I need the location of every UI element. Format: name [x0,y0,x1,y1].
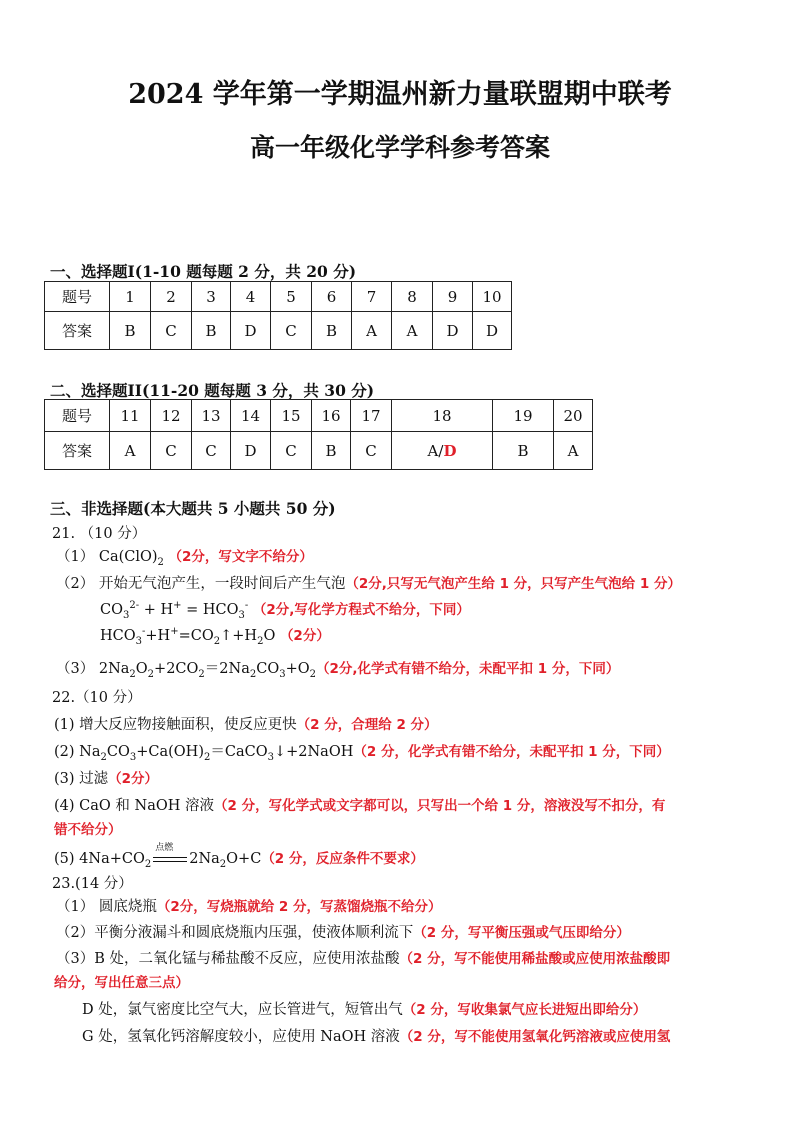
q-number-7: 7 [352,282,392,312]
q-number-8: 8 [392,282,433,312]
answer-table-2 [44,399,593,470]
q21-part3: （3） $2Na_2O_2+2CO_2=2Na_2CO_3+O_2(2$分,化学式有错不给分，未配平扣 1 分，下同） [56,661,620,680]
q-number-6: 16 [312,400,351,432]
q-answer-10: D [473,312,512,350]
row-label: 题号 [45,282,110,312]
q-number-10: 10 [473,282,512,312]
q22-part5: (5) $4Na+CO_2$ 点燃 $2Na_2O+C(2$ 分，反应条件不要求） [54,843,424,870]
q-number-2: 12 [151,400,192,432]
q21-part2: （2） 开始无气泡产生，一段时间后产生气泡（2分,只写无气泡产生给 1 分，只写产生气泡给 1 分） [56,576,681,592]
q21-part1: （1） $Ca(ClO)_2$ （2分，写文字不给分） [56,549,313,568]
q-number-9: 19 [493,400,554,432]
answer-table-1 [44,281,512,350]
q21-title: 21. （10 分） [52,526,147,542]
q-answer-3: C [192,432,231,470]
section2-heading: 二、选择题II(11-20 题每题 3 分，共 30 分) [50,381,375,400]
q-number-8: 18 [392,400,493,432]
q-number-2: 2 [151,282,192,312]
q-number-5: 15 [271,400,312,432]
page-subtitle: 高一年级化学学科参考答案 [249,133,550,162]
q22-part4-cont: 错不给分） [54,822,122,838]
q22-part2: (2) $Na_2CO_3+Ca(OH)_2=CaCO_3↓+2NaOH(2$ 分，化学式有错不给分，未配平扣 1 分，下同） [54,744,670,763]
q-number-10: 20 [554,400,593,432]
q-number-6: 6 [312,282,352,312]
q-number-4: 14 [231,400,271,432]
q-answer-1: A [110,432,151,470]
q22-part4: (4) CaO 和 NaOH 溶液（2 分，写化学式或文字都可以，只写出一个给 1 分，溶液没写不扣分，有 [54,798,666,814]
page-title: 2024 学年第一学期温州新力量联盟期中联考 [128,79,672,110]
reaction-condition: 点燃 [151,851,189,867]
q21-part2-eq1: $CO_3^{2-} + H^+ = HCO_3^-$ （2分,写化学方程式不给分，下同） [100,600,470,621]
q22-part3: (3) 过滤（2分） [54,771,159,787]
q-answer-2: C [151,432,192,470]
q23-part3-g: G 处，氢氧化钙溶解度较小，应使用 NaOH 溶液（2 分，写不能使用氢氧化钙溶液或应使用氢 [82,1029,671,1045]
q-answer-10: A [554,432,593,470]
row-label: 题号 [45,400,110,432]
section1-heading: 一、选择题I(1-10 题每题 2 分，共 20 分) [50,262,357,281]
q-answer-4: D [231,432,271,470]
q-number-3: 3 [192,282,231,312]
q-answer-9: D [433,312,473,350]
q23-title: 23.(14 分） [52,876,133,892]
q-number-7: 17 [351,400,392,432]
q-answer-7: C [351,432,392,470]
q-number-5: 5 [271,282,312,312]
q-answer-8: A/D [392,432,493,470]
q-number-3: 13 [192,400,231,432]
q23-part3: （3）B 处，二氧化锰与稀盐酸不反应，应使用浓盐酸（2 分，写不能使用稀盐酸或应使用浓盐酸即 [56,951,671,967]
q-answer-8: A [392,312,433,350]
q-answer-6: B [312,312,352,350]
q-answer-5: C [271,312,312,350]
q-answer-9: B [493,432,554,470]
q-number-1: 11 [110,400,151,432]
row-label: 答案 [45,312,110,350]
q23-part2: （2）平衡分液漏斗和圆底烧瓶内压强，使液体顺利流下（2 分，写平衡压强或气压即给分） [56,925,630,941]
row-label: 答案 [45,432,110,470]
q23-part3-cont: 给分，写出任意三点） [54,975,189,991]
q-answer-1: B [110,312,151,350]
q22-part1: (1) 增大反应物接触面积，使反应更快（2 分，合理给 2 分） [54,717,438,733]
q-answer-6: B [312,432,351,470]
q-number-9: 9 [433,282,473,312]
q-number-1: 1 [110,282,151,312]
section3-heading: 三、非选择题(本大题共 5 小题共 50 分) [50,499,336,518]
q-answer-3: B [192,312,231,350]
q23-part3-d: D 处，氯气密度比空气大，应长管进气，短管出气（2 分，写收集氯气应长进短出即给分） [82,1002,647,1018]
q-answer-5: C [271,432,312,470]
q21-part2-eq2: $HCO_3^-+H^+=CO_2↑+H_2O$ （2分） [100,626,330,647]
q-answer-2: C [151,312,192,350]
q-answer-4: D [231,312,271,350]
q-number-4: 4 [231,282,271,312]
q23-part1: （1） 圆底烧瓶（2分，写烧瓶就给 2 分，写蒸馏烧瓶不给分） [56,899,442,915]
q22-title: 22.（10 分） [52,690,142,706]
q-answer-7: A [352,312,392,350]
